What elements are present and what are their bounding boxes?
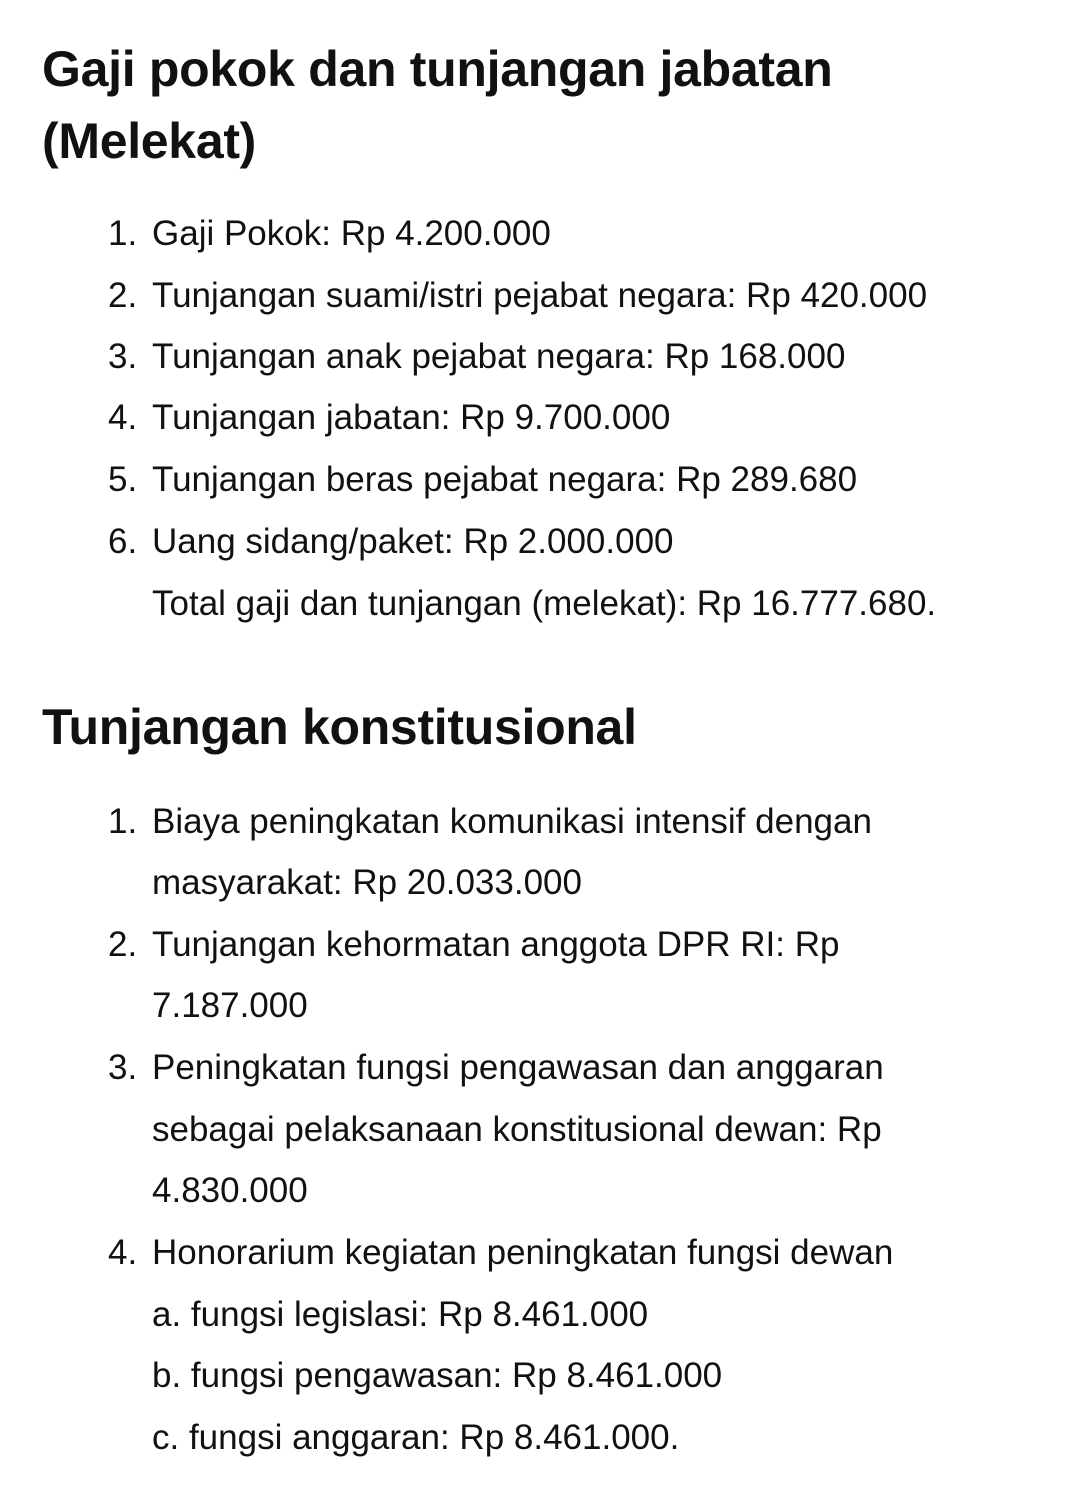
list-item-text: sebagai pelaksanaan konstitusional dewan: Rp bbox=[152, 1110, 882, 1149]
list-item-text: Uang sidang/paket: Rp 2.000.000 bbox=[152, 522, 674, 561]
list-item-number: 2. bbox=[108, 276, 138, 315]
list-item-text: Biaya peningkatan komunikasi intensif dengan bbox=[152, 802, 872, 841]
list-item-text: Tunjangan jabatan: Rp 9.700.000 bbox=[152, 398, 671, 437]
list-item-number: 6. bbox=[108, 522, 138, 561]
list-item-text: Tunjangan suami/istri pejabat negara: Rp 420.000 bbox=[152, 276, 928, 315]
list-item-text: Peningkatan fungsi pengawasan dan anggaran bbox=[152, 1048, 884, 1087]
list-item-text: Tunjangan kehormatan anggota DPR RI: Rp bbox=[152, 925, 840, 964]
list-item-text: 4.830.000 bbox=[152, 1171, 308, 1210]
list-item-number: 1. bbox=[108, 214, 138, 253]
sub-item-text: b. fungsi pengawasan: Rp 8.461.000 bbox=[152, 1356, 723, 1395]
list-item-number: 4. bbox=[108, 1233, 138, 1272]
list-item-number: 2. bbox=[108, 925, 138, 964]
list-item-text: Tunjangan anak pejabat negara: Rp 168.000 bbox=[152, 337, 846, 376]
total-line: Total gaji dan tunjangan (melekat): Rp 16.777.680. bbox=[152, 584, 937, 623]
list-item-text: 7.187.000 bbox=[152, 986, 308, 1025]
section-heading-melekat-line1: Gaji pokok dan tunjangan jabatan bbox=[42, 41, 833, 97]
list-item-number: 4. bbox=[108, 398, 138, 437]
list-item-number: 5. bbox=[108, 460, 138, 499]
list-item-text: Tunjangan beras pejabat negara: Rp 289.680 bbox=[152, 460, 858, 499]
list-item-number: 3. bbox=[108, 337, 138, 376]
list-item-number: 3. bbox=[108, 1048, 138, 1087]
section-heading-melekat-line2: (Melekat) bbox=[42, 113, 257, 169]
list-item-text: Honorarium kegiatan peningkatan fungsi dewan bbox=[152, 1233, 894, 1272]
list-item-number: 1. bbox=[108, 802, 138, 841]
list-item-text: Gaji Pokok: Rp 4.200.000 bbox=[152, 214, 551, 253]
list-item-text: masyarakat: Rp 20.033.000 bbox=[152, 863, 582, 902]
sub-item-text: a. fungsi legislasi: Rp 8.461.000 bbox=[152, 1295, 649, 1334]
section-heading-konstitusional: Tunjangan konstitusional bbox=[42, 699, 637, 755]
sub-item-text: c. fungsi anggaran: Rp 8.461.000. bbox=[152, 1418, 680, 1457]
